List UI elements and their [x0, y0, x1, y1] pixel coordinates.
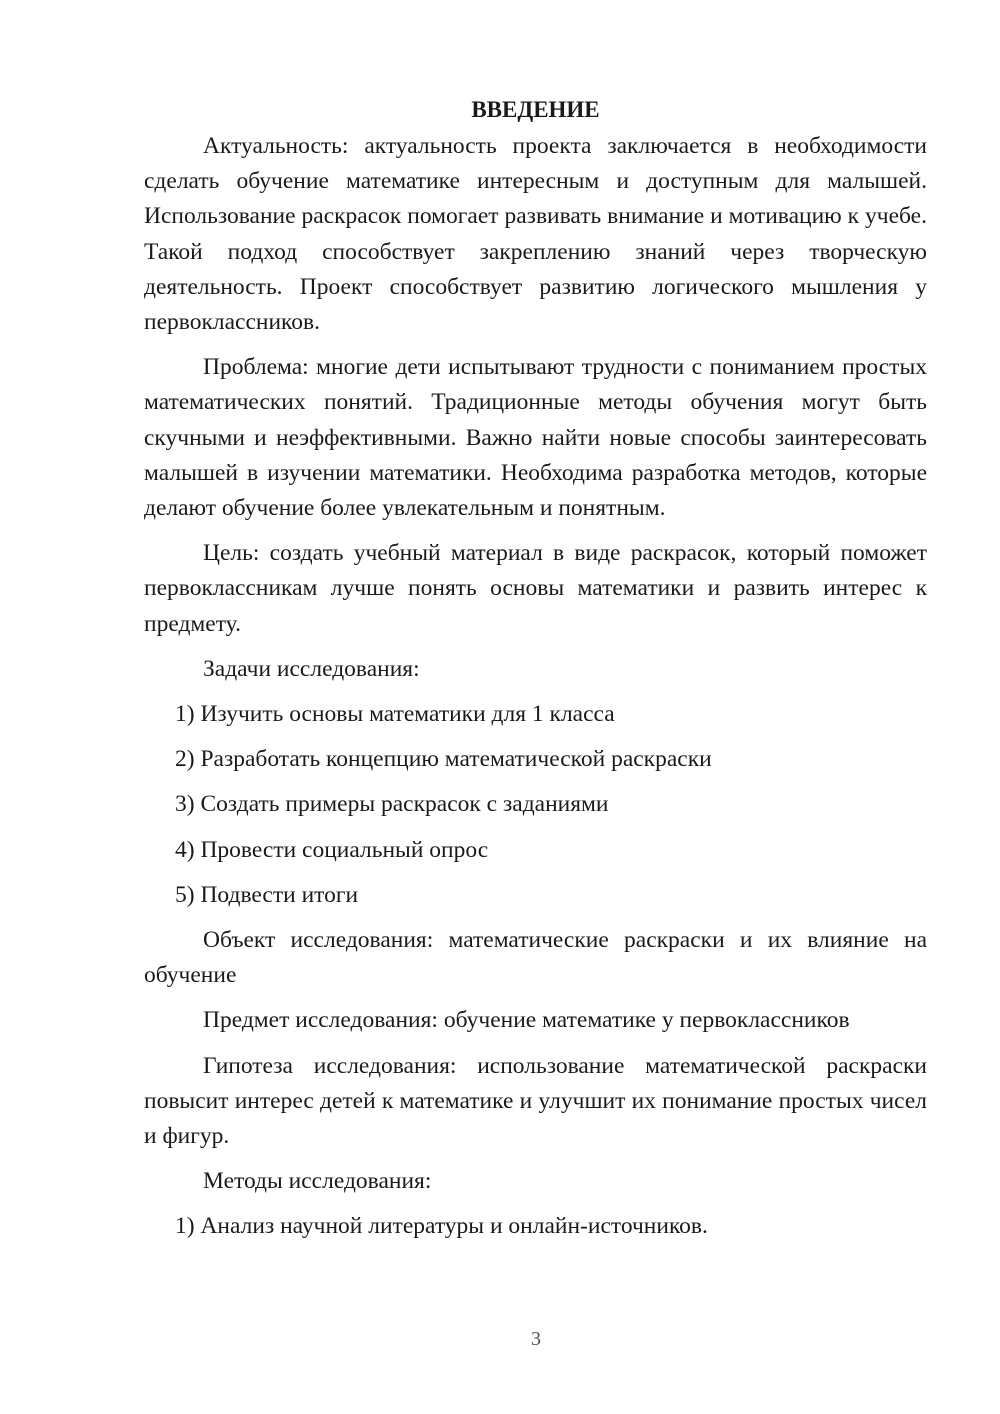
- paragraph-goal: Цель: создать учебный материал в виде раскрасок, который поможет первоклассникам лучше понять основы математики и развить интерес к предмету.: [144, 540, 927, 637]
- paragraph-subject: Предмет исследования: обучение математике у первоклассников: [203, 1007, 850, 1034]
- paragraph-hypothesis: Гипотеза исследования: использование математической раскраски повысит интерес детей к математике и улучшит их понимание простых чисел и фигур.: [144, 1052, 927, 1150]
- task-item-1: 1) Изучить основы математики для 1 класса: [175, 701, 615, 728]
- paragraph-problem: Проблема: многие дети испытывают трудности с пониманием простых математических понятий. Традиционные методы обучения могут быть скучными и неэффективными. Важно найти новые способы заинтересовать малышей в изучении математики. Необходима разработка методов, которые делают обучение более увлекательным и понятным.: [144, 354, 927, 522]
- task-item-2: 2) Разработать концепцию математической раскраски: [175, 746, 712, 773]
- method-item-1: 1) Анализ научной литературы и онлайн-источников.: [175, 1213, 708, 1240]
- section-title: ВВЕДЕНИЕ: [471, 97, 600, 122]
- task-item-5: 5) Подвести итоги: [175, 881, 359, 908]
- tasks-heading: Задачи исследования:: [203, 655, 420, 682]
- page-content: [144, 92, 927, 1255]
- paragraph-relevance: Актуальность: актуальность проекта заключается в необходимости сделать обучение математике интересным и доступным для малышей. Использование раскрасок помогает развивать внимание и мотивацию к учебе. Такой подход способствует закреплению знаний через творческую деятельность. Проект способствует развитию логического мышления у первоклассников.: [144, 133, 927, 336]
- paragraph-object: Объект исследования: математические раскраски и их влияние на обучение: [144, 927, 927, 989]
- methods-heading: Методы исследования:: [203, 1168, 432, 1195]
- page-number: 3: [531, 1328, 541, 1350]
- task-item-4: 4) Провести социальный опрос: [175, 836, 489, 863]
- task-item-3: 3) Создать примеры раскрасок с заданиями: [175, 791, 609, 818]
